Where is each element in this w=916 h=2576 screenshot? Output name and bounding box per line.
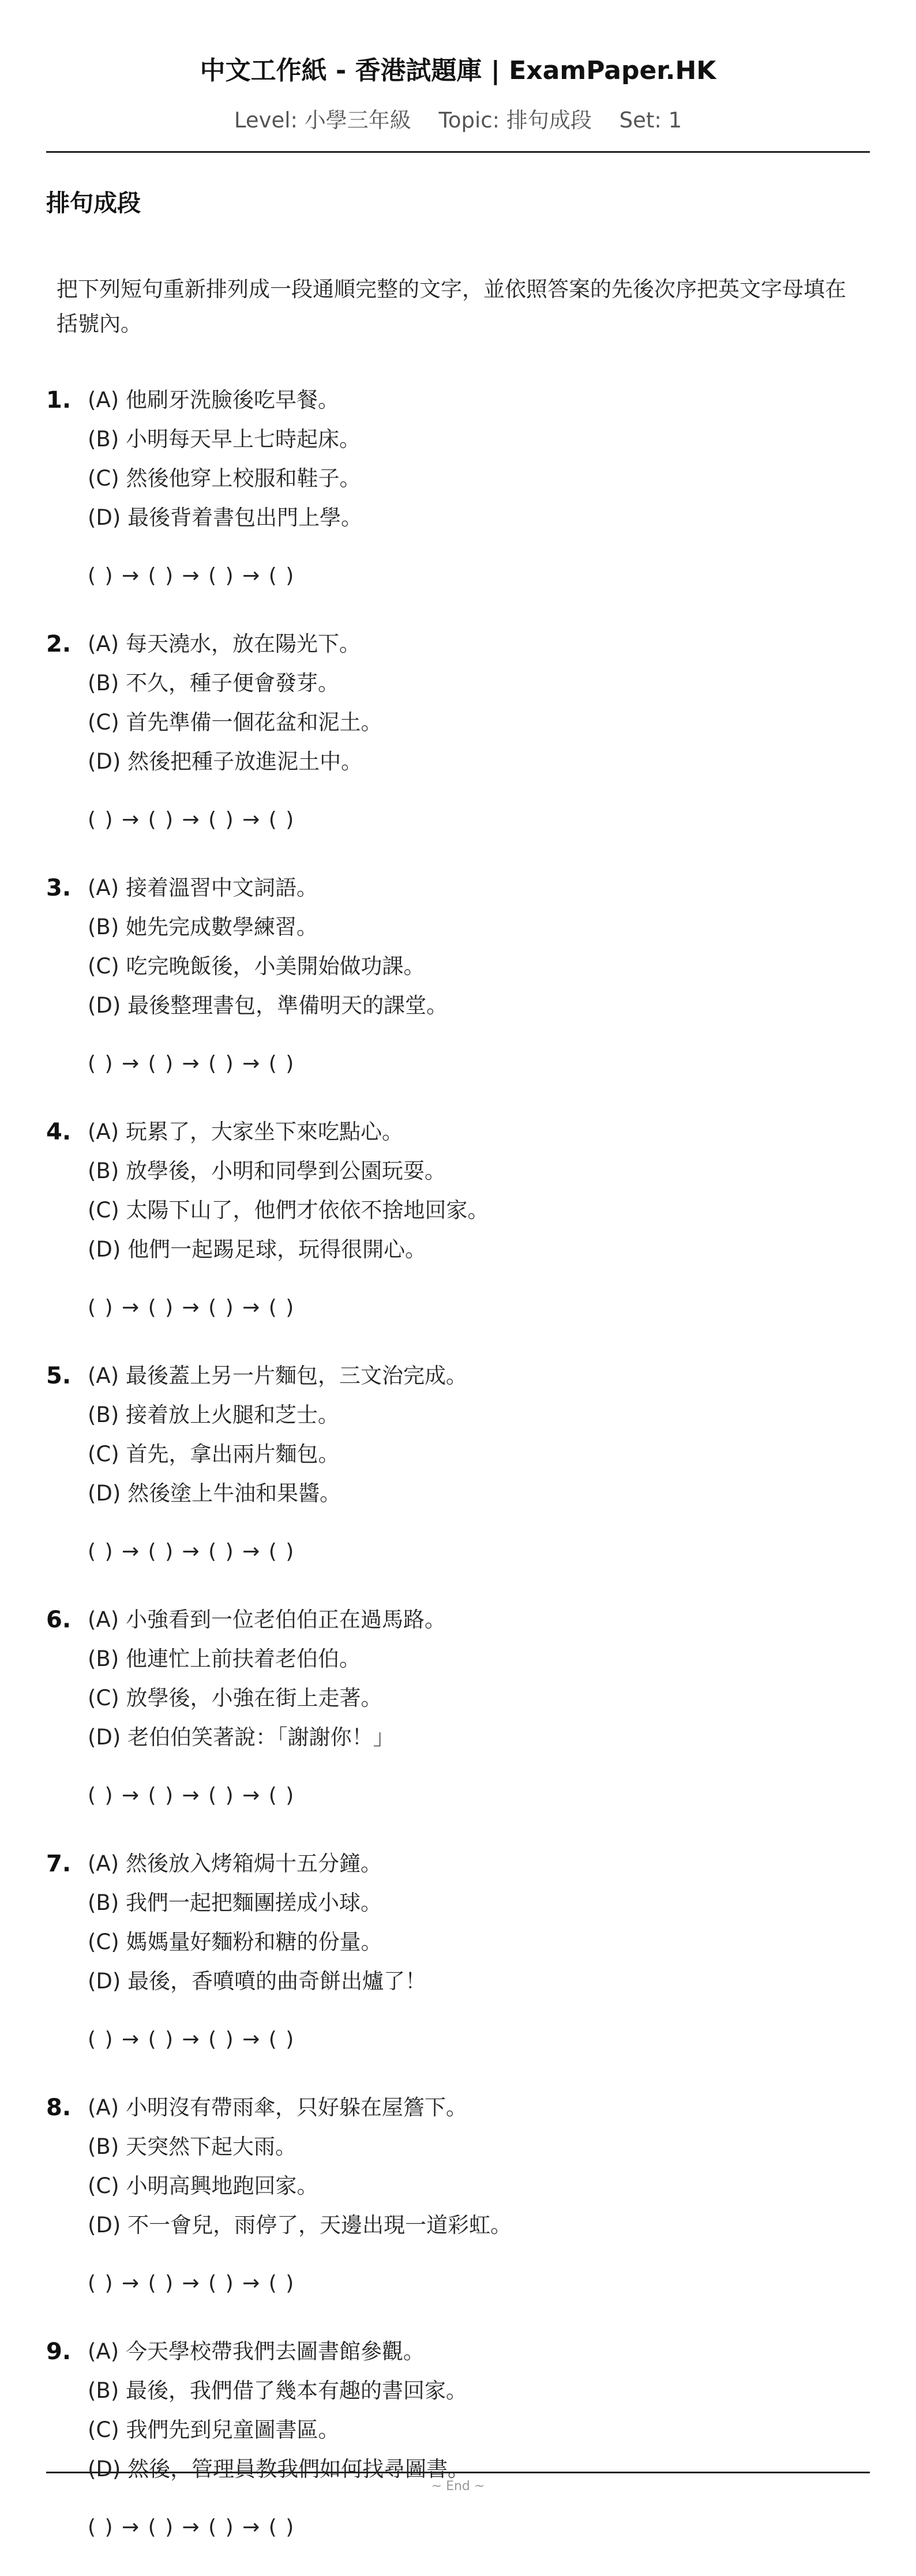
option-a: (A) 小強看到一位老伯伯正在過馬路。 (88, 1607, 446, 1632)
question-1 (46, 381, 870, 625)
question-7 (46, 1844, 870, 2088)
option-c: (C) 媽媽量好麵粉和糖的份量。 (88, 1930, 382, 1954)
option-c: (C) 吃完晚飯後，小美開始做功課。 (88, 954, 425, 979)
option-a: (A) 然後放入烤箱焗十五分鐘。 (88, 1851, 382, 1876)
option-d: (D) 不一會兒，雨停了，天邊出現一道彩虹。 (88, 2213, 512, 2237)
option-b: (B) 最後，我們借了幾本有趣的書回家。 (88, 2378, 468, 2403)
option-c: (C) 然後他穿上校服和鞋子。 (88, 466, 361, 491)
question-number: 7. (46, 1851, 72, 1877)
question-6 (46, 1600, 870, 1844)
page-title: 中文工作紙 - 香港試題庫 | ExamPaper.HK (200, 56, 716, 85)
answer-line: ( ) → ( ) → ( ) → ( ) (88, 2515, 295, 2539)
option-a: (A) 他刷牙洗臉後吃早餐。 (88, 388, 339, 412)
option-a: (A) 最後蓋上另一片麵包，三文治完成。 (88, 1363, 467, 1388)
set-label: Set: 1 (619, 108, 682, 133)
option-c: (C) 首先，拿出兩片麵包。 (88, 1442, 340, 1466)
question-list (46, 381, 870, 2576)
question-number: 1. (46, 387, 72, 413)
worksheet-meta (46, 103, 870, 134)
question-3 (46, 868, 870, 1112)
option-b: (B) 放學後，小明和同學到公園玩耍。 (88, 1159, 446, 1183)
option-b: (B) 他連忙上前扶着老伯伯。 (88, 1646, 361, 1671)
option-a: (A) 每天澆水，放在陽光下。 (88, 631, 361, 656)
option-d: (D) 老伯伯笑著說：「謝謝你！」 (88, 1725, 395, 1750)
option-b: (B) 小明每天早上七時起床。 (88, 427, 361, 452)
question-number: 2. (46, 631, 72, 657)
question-number: 9. (46, 2338, 72, 2365)
answer-line: ( ) → ( ) → ( ) → ( ) (88, 2028, 295, 2051)
option-c: (C) 太陽下山了，他們才依依不捨地回家。 (88, 1198, 489, 1223)
option-b: (B) 她先完成數學練習。 (88, 915, 318, 939)
question-9 (46, 2332, 870, 2576)
answer-line: ( ) → ( ) → ( ) → ( ) (88, 1784, 295, 1807)
answer-line: ( ) → ( ) → ( ) → ( ) (88, 808, 295, 832)
option-c: (C) 我們先到兒童圖書區。 (88, 2417, 340, 2442)
option-a: (A) 小明沒有帶雨傘，只好躲在屋簷下。 (88, 2095, 467, 2120)
question-4 (46, 1112, 870, 1356)
answer-line: ( ) → ( ) → ( ) → ( ) (88, 1296, 295, 1319)
option-b: (B) 天突然下起大雨。 (88, 2134, 297, 2159)
question-number: 4. (46, 1119, 72, 1145)
option-d: (D) 最後整理書包，準備明天的課堂。 (88, 993, 448, 1018)
option-d: (D) 他們一起踢足球，玩得很開心。 (88, 1237, 427, 1262)
option-d: (D) 然後塗上牛油和果醬。 (88, 1481, 341, 1506)
option-b: (B) 接着放上火腿和芝士。 (88, 1402, 340, 1427)
option-b: (B) 不久，種子便會發芽。 (88, 671, 340, 695)
question-number: 6. (46, 1607, 72, 1633)
option-a: (A) 接着溫習中文詞語。 (88, 875, 318, 900)
question-8 (46, 2088, 870, 2332)
footer-divider (46, 2472, 870, 2473)
answer-line: ( ) → ( ) → ( ) → ( ) (88, 2272, 295, 2295)
section-title: 排句成段 (46, 189, 141, 217)
question-number: 8. (46, 2094, 72, 2121)
question-number: 3. (46, 875, 72, 901)
header-divider (46, 151, 870, 153)
page-footer (46, 2472, 870, 2494)
answer-line: ( ) → ( ) → ( ) → ( ) (88, 1540, 295, 1563)
option-c: (C) 放學後，小強在街上走著。 (88, 1686, 382, 1710)
level-label: Level: 小學三年級 (234, 108, 411, 133)
topic-label: Topic: 排句成段 (438, 108, 592, 133)
option-d: (D) 最後背着書包出門上學。 (88, 505, 363, 530)
answer-line: ( ) → ( ) → ( ) → ( ) (88, 564, 295, 588)
question-5 (46, 1356, 870, 1600)
option-a: (A) 今天學校帶我們去圖書館參觀。 (88, 2339, 425, 2364)
instructions: 把下列短句重新排列成一段通順完整的文字，並依照答案的先後次序把英文字母填在括號內。 (57, 277, 846, 336)
option-d: (D) 然後，管理員教我們如何找尋圖書。 (88, 2457, 470, 2481)
question-2 (46, 625, 870, 868)
option-a: (A) 玩累了，大家坐下來吃點心。 (88, 1119, 403, 1144)
worksheet-header (46, 0, 870, 134)
option-d: (D) 然後把種子放進泥土中。 (88, 749, 363, 774)
answer-line: ( ) → ( ) → ( ) → ( ) (88, 1052, 295, 1075)
end-marker: ~ End ~ (431, 2479, 485, 2494)
option-d: (D) 最後，香噴噴的曲奇餅出爐了！ (88, 1969, 427, 1994)
option-b: (B) 我們一起把麵團搓成小球。 (88, 1890, 382, 1915)
option-c: (C) 首先準備一個花盆和泥土。 (88, 710, 382, 735)
option-c: (C) 小明高興地跑回家。 (88, 2173, 318, 2198)
question-number: 5. (46, 1363, 72, 1389)
